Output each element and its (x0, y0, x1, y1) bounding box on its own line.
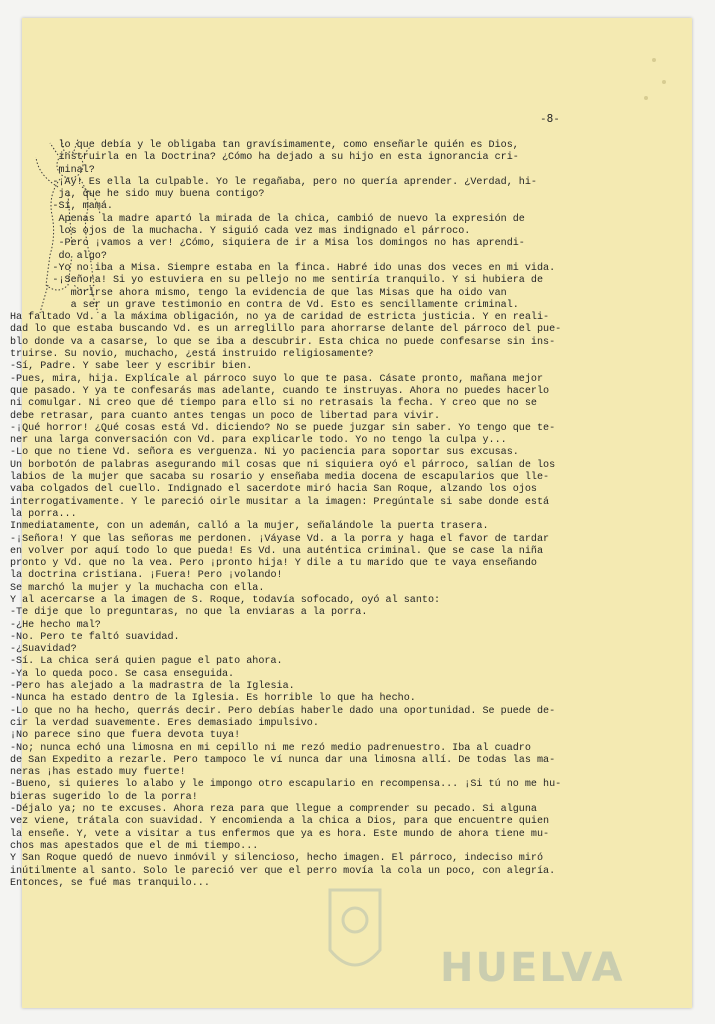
text-line: ja, que he sido muy buena contigo? (10, 189, 265, 201)
text-line: pronto y Vd. que no la vea. Pero ¡pronto hija! Y dile a tu marido que te vaya enseñando (10, 558, 537, 570)
text-line: la doctrina cristiana. ¡Fuera! Pero ¡volando! (10, 570, 283, 582)
text-line: -¡Qué horror! ¿Qué cosas está Vd. diciendo? No se puede juzgar sin saber. Yo tengo que te- (10, 422, 556, 434)
text-line: -Ya lo queda poco. Se casa enseguida. (10, 668, 235, 680)
text-line: -¿He hecho mal? (10, 619, 101, 631)
text-line: vez viene, trátala con suavidad. Y encomienda a la chica a Dios, para que encuentre quien (10, 816, 550, 828)
text-line: truirse. Su novio, muchacho, ¿está instruido religiosamente? (10, 349, 374, 361)
text-line: -Pues, mira, hija. Explícale al párroco suyo lo que te pasa. Cásate pronto, mañana mejor (10, 373, 544, 385)
text-line: -Yo no iba a Misa. Siempre estaba en la finca. Habré ido unas dos veces en mi vida. (10, 262, 556, 274)
text-line: debe retrasar, para cuanto antes tengas un poco de libertad para vivir. (10, 410, 441, 422)
text-line: do algo? (10, 250, 107, 262)
text-line: -Lo que no tiene Vd. señora es verguenza. Ni yo paciencia para soportar sus excusas. (10, 447, 519, 459)
text-line: en volver por aquí todo lo que pueda! Es Vd. una auténtica criminal. Que se case la niña (10, 545, 544, 557)
text-line: inútilmente al santo. Solo le pareció ver que el perro movía la cola un poco, con alegría. (10, 865, 556, 877)
text-line: -No; nunca echó una limosna en mi cepillo ni me rezó medio padrenuestro. Iba al cuadro (10, 742, 531, 754)
text-line: los ojos de la muchacha. Y siguió cada vez mas indignado el párroco. (10, 226, 471, 238)
text-line: Y San Roque quedó de nuevo inmóvil y silencioso, hecho imagen. El párroco, indeciso miró (10, 853, 544, 865)
text-line: -Lo que no ha hecho, querrás decir. Pero debías haberle dado una oportunidad. Se puede de- (10, 705, 556, 717)
text-line: -Sí, Padre. Y sabe leer y escribir bien. (10, 361, 253, 373)
paper-hole (662, 80, 666, 84)
text-line: interrogativamente. Y le pareció oirle musitar a la imagen: Pregúntale si sabe donde está (10, 496, 550, 508)
text-line: Ha faltado Vd. a la máxima obligación, no ya de caridad de estricta justicia. Y en reali- (10, 312, 550, 324)
text-line: cir la verdad suavemente. Eres demasiado impulsivo. (10, 717, 319, 729)
text-line: -Déjalo ya; no te excuses. Ahora reza para que llegue a comprender su pecado. Si alguna (10, 804, 537, 816)
body-text (10, 140, 660, 890)
text-line: -¿Suavidad? (10, 644, 77, 656)
text-line: -Sí, mamá. (10, 201, 113, 213)
text-line: morirse ahora mismo, tengo la evidencia de que las Misas que ha oido van (10, 287, 507, 299)
text-line: Inmediatamente, con un ademán, calló a la mujer, señalándole la puerta trasera. (10, 521, 489, 533)
text-line: la porra... (10, 508, 77, 520)
text-line: Un borbotón de palabras asegurando mil cosas que ni siquiera oyó el párroco, salían de los (10, 459, 556, 471)
text-line: de San Expedito a rezarle. Pero tampoco le ví nunca dar una limosna allí. De todas las ma- (10, 754, 556, 766)
text-line: -No. Pero te faltó suavidad. (10, 631, 180, 643)
text-line: -¡Ay! Es ella la culpable. Yo le regañaba, pero no quería aprender. ¿Verdad, hi- (10, 176, 537, 188)
text-line: -¡Señora! Y que las señoras me perdonen. ¡Váyase Vd. a la porra y haga el favor de tardar (10, 533, 550, 545)
text-line: Se marchó la mujer y la muchacha con ella. (10, 582, 265, 594)
text-line: bieras sugerido lo de la porra! (10, 791, 198, 803)
page-number: -8- (540, 112, 560, 125)
watermark-text: HUELVA (440, 945, 625, 991)
text-line: vaba colgados del cuello. Indignado el sacerdote miró hacia San Roque, alzando los ojos (10, 484, 537, 496)
text-line: -Sí. La chica será quien pague el pato ahora. (10, 656, 283, 668)
text-line: a ser un grave testimonio en contra de Vd. Esto es sencillamente criminal. (10, 299, 519, 311)
text-line: que pasado. Y ya te confesarás mas adelante, cuando te instruyas. Ahora no puedes hacerlo (10, 385, 550, 397)
text-line: Y al acercarse a la imagen de S. Roque, todavía sofocado, oyó al santo: (10, 594, 441, 606)
text-line: la enseñe. Y, vete a visitar a tus enfermos que ya es hora. Este mundo de ahora tiene mu- (10, 828, 550, 840)
text-line: -Pero ¡vamos a ver! ¿Cómo, siquiera de ir a Misa los domingos no has aprendi- (10, 238, 525, 250)
paper-hole (652, 58, 656, 62)
text-line: -Nunca ha estado dentro de la Iglesia. Es horrible lo que ha hecho. (10, 693, 416, 705)
text-line: -Bueno, si quieres lo alabo y le impongo otro escapulario en recompensa... ¡Si tú no me hu- (10, 779, 562, 791)
text-line: instruirla en la Doctrina? ¿Cómo ha dejado a su hijo en esta ignorancia cri- (10, 152, 519, 164)
text-line: Entonces, se fué mas tranquilo... (10, 877, 210, 889)
text-line: lo que debía y le obligaba tan gravísimamente, como enseñarle quién es Dios, (10, 140, 519, 151)
text-line: -Pero has alejado a la madrastra de la Iglesia. (10, 681, 295, 693)
text-line: ner una larga conversación con Vd. para explicarle todo. Yo no tengo la culpa y... (10, 435, 507, 447)
text-line: ni comulgar. Ni creo que dé tiempo para ello si no retrasais la fecha. Y creo que no se (10, 398, 537, 410)
text-line: -Te dije que lo preguntaras, no que la enviaras a la porra. (10, 607, 368, 619)
paper-hole (644, 96, 648, 100)
text-line: chos mas apestados que el de mi tiempo... (10, 840, 259, 852)
text-line: -¡Señora! Si yo estuviera en su pellejo no me sentiría tranquilo. Y si hubiera de (10, 275, 544, 287)
text-line: dad lo que estaba buscando Vd. es un arreglillo para ahorrarse delante del párroco del pue- (10, 324, 562, 336)
text-line: ¡No parece sino que fuera devota tuya! (10, 730, 241, 742)
text-line: Apenas la madre apartó la mirada de la chica, cambió de nuevo la expresión de (10, 213, 525, 225)
text-line: labios de la mujer que sacaba su rosario y enseñaba media docena de escapularios que lle- (10, 472, 550, 484)
text-line: neras ¡has estado muy fuerte! (10, 767, 186, 779)
text-line: minal? (10, 164, 95, 176)
text-line: blo donde va a casarse, lo que se iba a descubrir. Esta chica no puede confesarse sin ins- (10, 336, 556, 348)
